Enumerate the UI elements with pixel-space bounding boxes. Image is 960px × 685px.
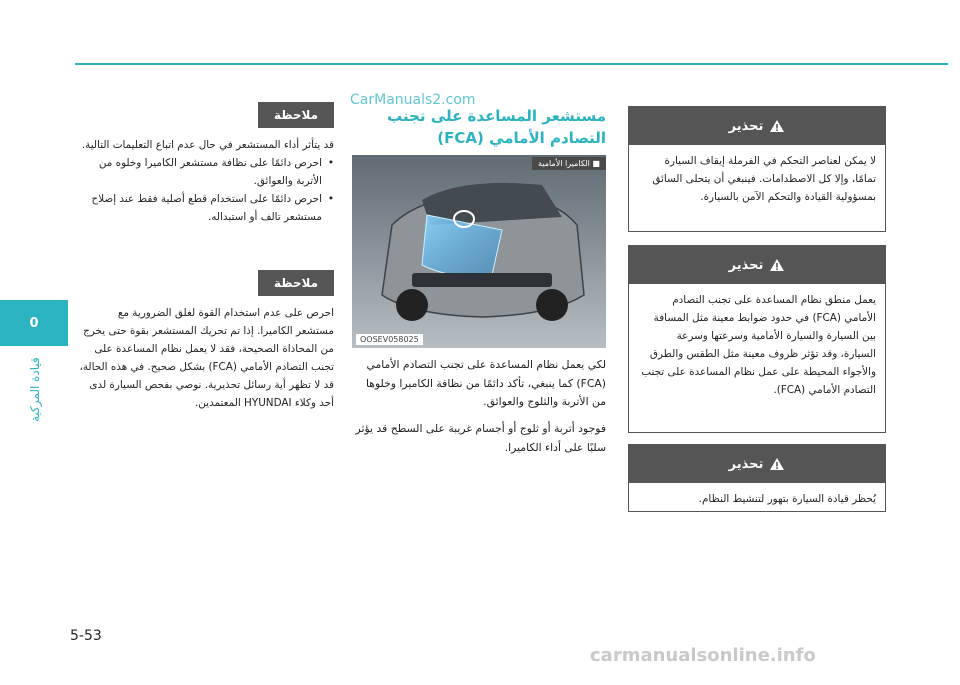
note-bullets [78, 154, 334, 226]
note-body: احرص على عدم استخدام القوة لغلق الضرورية مع مستشعر الكاميرا. إذا تم تحريك المستشعر بقوة حتى يخرج من المحاذاة الصحيحة، فقد لا يعمل نظام المساعدة على تجنب التصادم الأمامي (FCA) بشكل صحيح. في هذه الحالة، قد لا تظهر أية رسائل تحذيرية. نوصي بفحص السيارة لدى أحد وكلاء HYUNDAI المعتمدين. [79, 307, 334, 409]
top-rule [75, 63, 948, 65]
warning-box-3 [628, 444, 886, 512]
note-bullet: • احرص دائمًا على استخدام قطع أصلية فقط عند إصلاح مستشعر تالف أو استبداله. [78, 190, 322, 226]
section-title: مستشعر المساعدة على تجنب التصادم الأمامي (FCA) [387, 107, 606, 147]
chapter-tab[interactable] [0, 300, 68, 346]
warning-triangle-icon [769, 258, 785, 272]
note-intro: قد يتأثر أداء المستشعر في حال عدم اتباع التعليمات التالية. [81, 139, 334, 151]
warning-label: تحذير [728, 118, 764, 134]
note-header: ملاحظة [258, 102, 334, 128]
chapter-title: قيادة المركبة [28, 357, 42, 423]
warning-header [629, 445, 885, 483]
watermark-top[interactable]: CarManuals2.com [350, 92, 476, 108]
warning-label: تحذير [728, 257, 764, 273]
chapter-number: 0 [29, 315, 39, 331]
note-header: ملاحظة [258, 270, 334, 296]
warning-text: لا يمكن لعناصر التحكم في الفرملة إيقاف السيارة تمامًا، وإلا كل الاصطدامات. فينبغي أن يتحلى السائق بمسؤولية القيادة والتحكم الآمن بالسيارة. [652, 155, 876, 203]
page-number: 5-53 [70, 628, 102, 644]
figure-caption: ■ الكاميرا الأمامية [532, 157, 606, 170]
car-illustration [352, 155, 606, 348]
warning-box-2 [628, 245, 886, 433]
watermark-bottom[interactable]: carmanualsonline.info [590, 645, 816, 666]
note-bullet: • احرص دائمًا على نظافة مستشعر الكاميرا وخلوه من الأتربة والعوائق. [78, 154, 322, 190]
warning-label: تحذير [728, 456, 764, 472]
warning-triangle-icon [769, 457, 785, 471]
warning-box-1 [628, 106, 886, 232]
camera-figure [352, 155, 606, 348]
warning-text: يُحظر قيادة السيارة بتهور لتنشيط النظام. [698, 493, 876, 505]
warning-header [629, 246, 885, 284]
warning-triangle-icon [769, 119, 785, 133]
figure-code: OOSEV058025 [356, 334, 423, 345]
note-body [78, 136, 334, 226]
warning-text: يعمل منطق نظام المساعدة على تجنب التصادم الأمامي (FCA) في حدود ضوابط معينة مثل المسافة بين السيارة والسيارة الأمامية وسرعتها وسرعة السيارة، وقد تؤثر ظروف معينة مثل الطقس والطرق والأجواء المحيطة على عمل نظام المساعدة على تجنب التصادم الأمامي (FCA). [641, 294, 876, 396]
paragraph-2: فوجود أتربة أو ثلوج أو أجسام غريبة على السطح قد يؤثر سلبًا على أداء الكاميرا. [355, 422, 606, 454]
paragraph-1: لكي يعمل نظام المساعدة على تجنب التصادم الأمامي (FCA) كما ينبغي، تأكد دائمًا من نظافة الكاميرا وخلوها من الأتربة والثلوج والعوائق. [365, 358, 606, 408]
warning-header [629, 107, 885, 145]
